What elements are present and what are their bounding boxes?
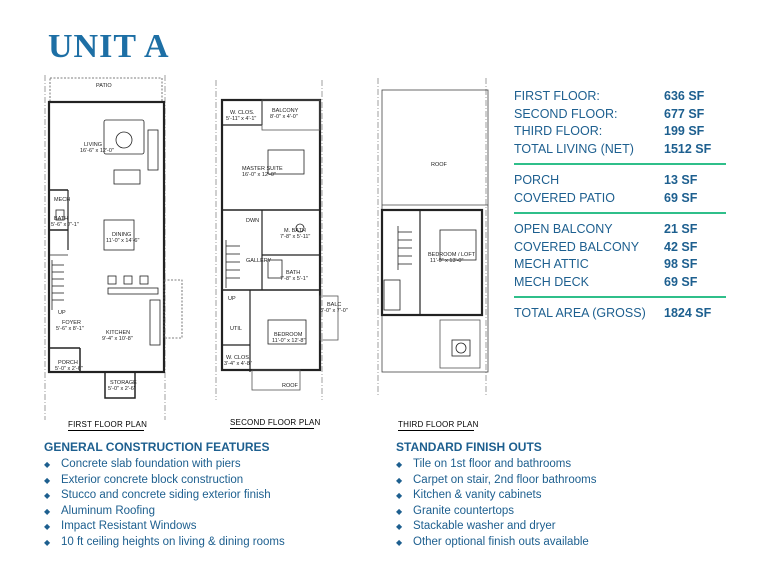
room-util: UTIL [230, 326, 242, 332]
area-row [514, 106, 726, 124]
room-wclos1-dim: 5'-11" x 4'-1" [226, 116, 257, 122]
room-bath2: BATH [286, 270, 301, 276]
finish-heading: STANDARD FINISH OUTS [396, 440, 542, 454]
list-item: ◆ Other optional finish outs available [396, 535, 736, 551]
list-item: ◆ Carpet on stair, 2nd floor bathrooms [396, 473, 736, 489]
room-kitchen: KITCHEN [106, 330, 131, 336]
list-item: ◆ 10 ft ceiling heights on living & dining rooms [44, 535, 384, 551]
area-label: MECH ATTIC [514, 257, 589, 271]
room-balc: BALC [327, 302, 342, 308]
area-label: OPEN BALCONY [514, 222, 613, 236]
diamond-bullet-icon: ◆ [396, 491, 403, 500]
room-loft-dim: 11'-0" x 13'-0" [430, 258, 464, 264]
area-group-outdoor [514, 172, 726, 207]
features-heading: GENERAL CONSTRUCTION FEATURES [44, 440, 270, 454]
room-balcony: BALCONY [272, 108, 299, 114]
room-foyer: FOYER [62, 320, 81, 326]
diamond-bullet-icon: ◆ [44, 537, 51, 547]
room-bedroom: BEDROOM [274, 332, 303, 338]
area-label: MECH DECK [514, 274, 590, 289]
list-item: ◆ Kitchen & vanity cabinets [396, 488, 736, 504]
area-value: 42 SF [664, 239, 698, 254]
finish-outs [396, 440, 736, 550]
area-value: 98 SF [664, 257, 698, 271]
room-living-dim: 16'-6" x 12'-0" [80, 148, 114, 154]
area-label: FIRST FLOOR: [514, 89, 600, 103]
area-label: TOTAL AREA (GROSS) [514, 306, 646, 320]
diamond-bullet-icon: ◆ [396, 475, 403, 485]
list-item: ◆ Granite countertops [396, 504, 736, 520]
page-title: UNIT A [48, 28, 170, 65]
divider [514, 212, 726, 214]
room-loft: BEDROOM / LOFT [428, 252, 476, 258]
diamond-bullet-icon: ◆ [44, 491, 51, 500]
area-value: 636 SF [664, 89, 705, 103]
list-item: ◆ Stackable washer and dryer [396, 519, 736, 535]
area-label: THIRD FLOOR: [514, 124, 603, 138]
room-roof2: ROOF [282, 383, 298, 389]
room-bath1-dim: 5'-6" x 7'-1" [51, 222, 79, 228]
area-summary [514, 88, 726, 323]
area-label: COVERED PATIO [514, 190, 615, 205]
finish-list [396, 457, 736, 550]
first-floor-label: FIRST FLOOR PLAN [68, 420, 148, 429]
room-master-dim: 16'-0" x 12'-0" [242, 172, 276, 178]
room-storage: STORAGE [110, 380, 137, 386]
area-row [514, 239, 726, 257]
room-living: LIVING [84, 142, 103, 148]
area-row [514, 274, 726, 292]
area-group-living [514, 88, 726, 158]
room-roof3: ROOF [431, 162, 447, 168]
room-porch: PORCH [58, 360, 78, 366]
room-bedroom-dim: 11'-0" x 12'-8" [272, 338, 306, 344]
area-label: COVERED BALCONY [514, 239, 640, 254]
diamond-bullet-icon: ◆ [44, 522, 51, 531]
diamond-bullet-icon: ◆ [396, 460, 403, 469]
room-mbath: M. BATH [284, 228, 306, 234]
room-up2: UP [228, 296, 236, 302]
room-patio: PATIO [96, 83, 112, 89]
room-dining-dim: 11'-0" x 14'-6" [106, 238, 140, 244]
room-up: UP [58, 310, 66, 316]
area-row [514, 256, 726, 274]
list-item: ◆ Impact Resistant Windows [44, 519, 384, 535]
area-label: SECOND FLOOR: [514, 106, 618, 121]
area-value: 199 SF [664, 124, 705, 138]
second-floor-label: SECOND FLOOR PLAN [230, 418, 321, 427]
area-label: TOTAL LIVING (NET) [514, 141, 634, 156]
area-value: 69 SF [664, 274, 698, 289]
area-row [514, 305, 726, 323]
third-floor-label: THIRD FLOOR PLAN [398, 420, 479, 429]
area-value: 21 SF [664, 222, 698, 236]
list-item: ◆ Concrete slab foundation with piers [44, 457, 384, 473]
diamond-bullet-icon: ◆ [44, 475, 51, 485]
room-wclos2: W. CLOS. [226, 355, 251, 361]
second-floor-drawing [216, 80, 338, 400]
area-label: PORCH [514, 173, 560, 187]
list-item: ◆ Stucco and concrete siding exterior finish [44, 488, 384, 504]
divider [514, 296, 726, 298]
room-bath2-dim: 7'-8" x 5'-1" [280, 276, 308, 282]
room-dwn: DWN [246, 218, 260, 224]
area-row [514, 172, 726, 190]
divider [514, 163, 726, 165]
list-item: ◆ Aluminum Roofing [44, 504, 384, 520]
third-floor-drawing [378, 78, 488, 395]
diamond-bullet-icon: ◆ [396, 506, 403, 516]
room-foyer-dim: 5'-6" x 8'-1" [56, 326, 84, 332]
area-row [514, 190, 726, 208]
features-list [44, 457, 384, 550]
room-porch-dim: 5'-0" x 2'-6" [55, 366, 83, 372]
room-balc-dim: 3'-0" x 7'-0" [320, 308, 348, 314]
room-mbath-dim: 7'-8" x 5'-11" [280, 234, 311, 240]
diamond-bullet-icon: ◆ [396, 537, 403, 547]
room-gallery: GALLERY [246, 258, 272, 264]
room-kitchen-dim: 9'-4" x 10'-8" [102, 336, 133, 342]
construction-features [44, 440, 384, 550]
room-bath1: BATH [54, 216, 69, 222]
room-balcony-dim: 8'-0" x 4'-0" [270, 114, 298, 120]
room-wclos1: W. CLOS. [230, 110, 255, 116]
area-group-total [514, 305, 726, 323]
room-master: MASTER SUITE [242, 166, 283, 172]
area-value: 677 SF [664, 106, 705, 121]
diamond-bullet-icon: ◆ [396, 522, 403, 531]
area-row [514, 221, 726, 239]
room-dining: DINING [112, 232, 132, 238]
list-item: ◆ Tile on 1st floor and bathrooms [396, 457, 736, 473]
area-row [514, 123, 726, 141]
list-item: ◆ Exterior concrete block construction [44, 473, 384, 489]
area-value: 13 SF [664, 173, 698, 187]
room-storage-dim: 5'-0" x 2'-6" [108, 386, 136, 392]
area-group-other [514, 221, 726, 291]
room-mech: MECH [54, 197, 71, 203]
area-row [514, 88, 726, 106]
room-wclos2-dim: 3'-4" x 4'-8" [224, 361, 252, 367]
area-value: 1512 SF [664, 141, 712, 156]
diamond-bullet-icon: ◆ [44, 506, 51, 516]
diamond-bullet-icon: ◆ [44, 460, 51, 469]
area-value: 69 SF [664, 190, 698, 205]
area-value: 1824 SF [664, 306, 712, 320]
area-row [514, 141, 726, 159]
